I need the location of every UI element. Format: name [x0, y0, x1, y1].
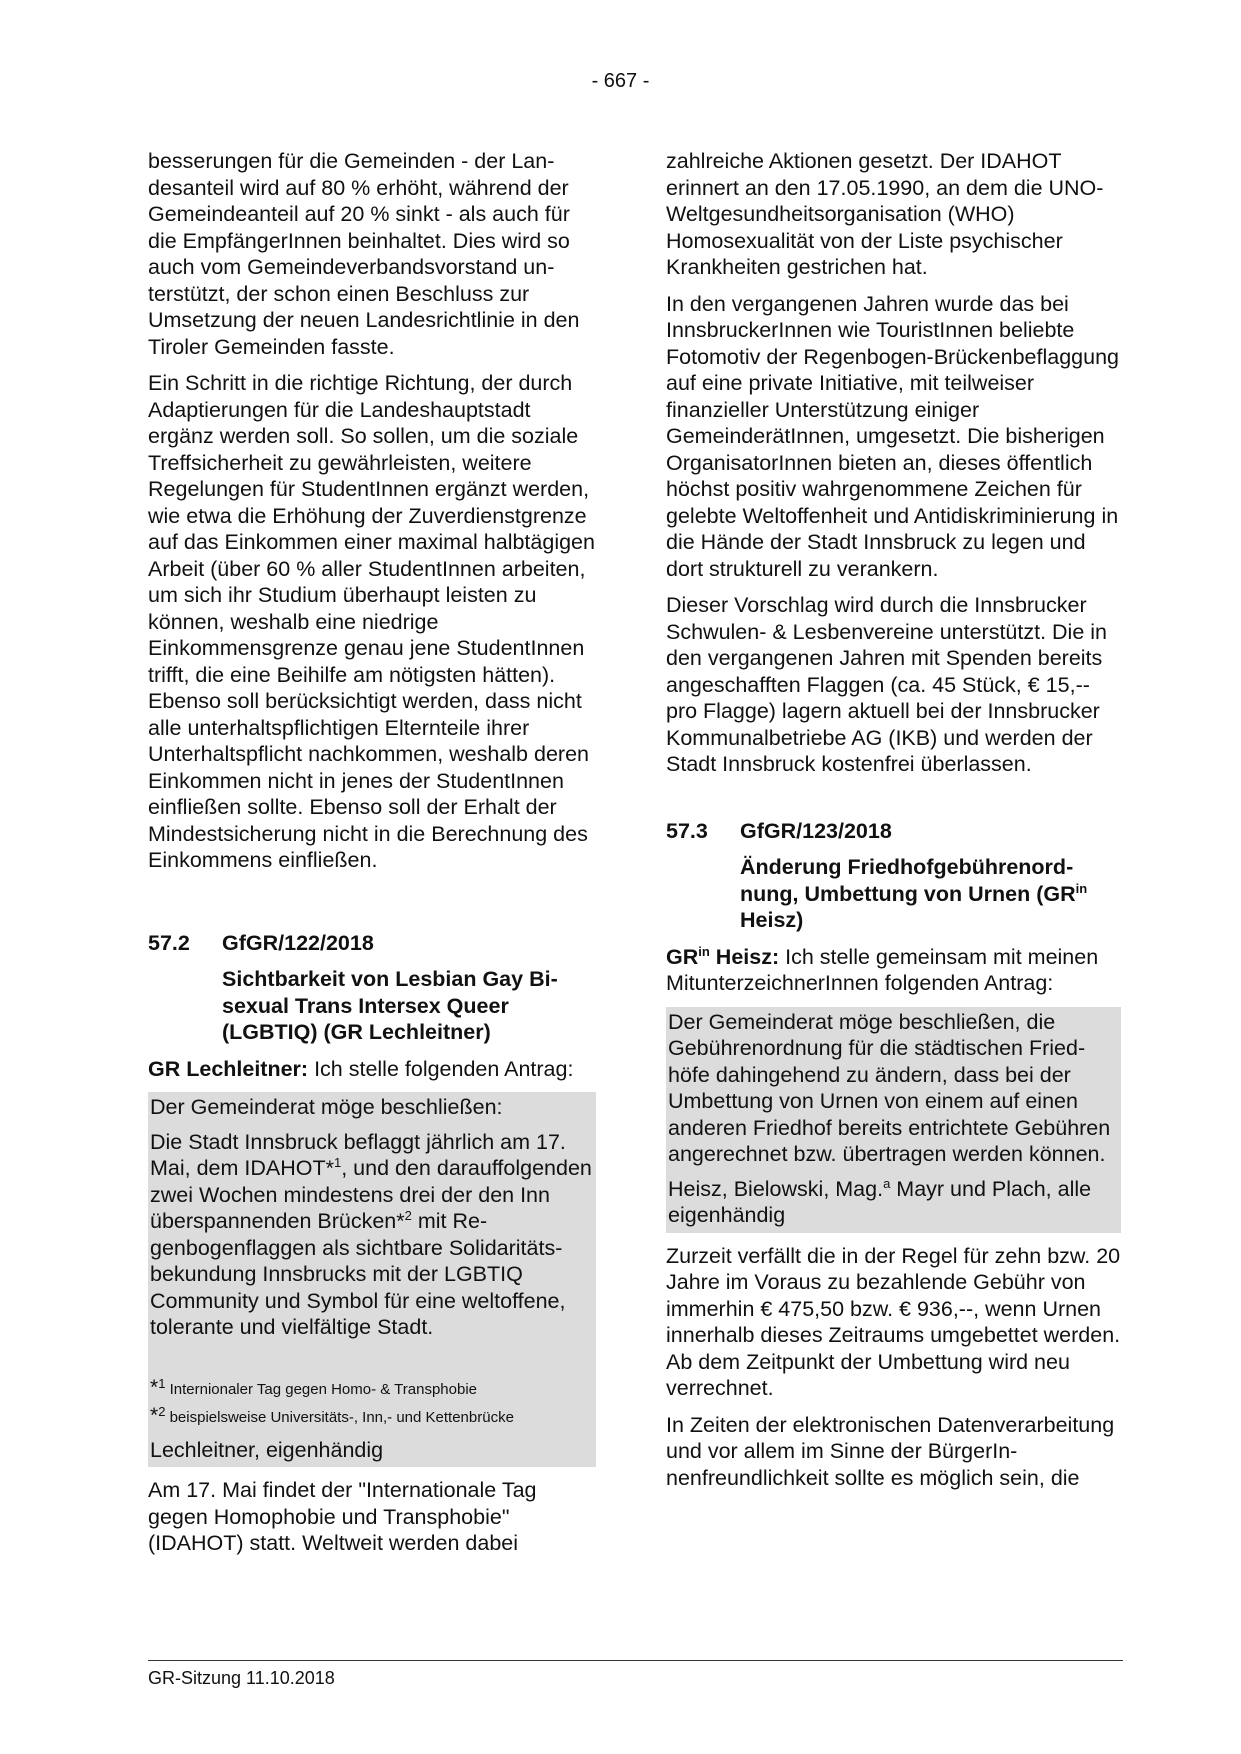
- motion-box: [148, 1092, 596, 1467]
- motion-intro: Der Gemeinderat möge beschließen:: [150, 1095, 503, 1119]
- motion-text: Die Stadt Innsbruck beflaggt jährlich am 17. Mai, dem IDAHOT*$^1$, und den darauffolgenden zwei Wochen mindestens drei der den Inn überspannenden Brücken*$^2$ mit Regenbogenflaggen als sichtbare Solidaritätsbekundung Innsbrucks mit der LGBTIQ Community und Symbol für eine weltoffene, tolerante und vielfältige Stadt.: [150, 1129, 592, 1339]
- speaker-paragraph: GR Lechleitner: Ich stelle folgenden Antrag:: [148, 1056, 574, 1081]
- footnote-1: *$^1$ Internionaler Tag gegen Homo- & Transphobie: [150, 1375, 478, 1399]
- section-number: 57.2: [148, 930, 190, 955]
- motion-box: [666, 1007, 1121, 1233]
- section-number: 57.3: [666, 818, 708, 843]
- footer-divider: [148, 1660, 1123, 1661]
- speaker-paragraph: $GR^{in}$ Heisz: Ich stelle gemeinsam mit meinen MitunterzeichnerInnen folgenden Antrag:: [666, 943, 1099, 995]
- paragraph: In den vergangenen Jahren wurde das bei InnsbruckerInnen wie TouristInnen beliebte Fotomotiv der Regenbogen-Brückenbeflaggung auf eine private Initiative, mit teilweiser finanzieller Unterstützung einiger GemeinderätInnen, umgesetzt. Die bisherigen OrganisatorInnen bieten an, dieses öffentlich höchst positiv wahrgenommene Zeichen für gelebte Weltoffenheit und Antidiskriminierung in die Hände der Stadt Innsbruck zu legen und dort strukturell zu verankern.: [666, 291, 1119, 581]
- left-column: [148, 148, 596, 1567]
- section-title: Sichtbarkeit von Lesbian Gay Bisexual Trans Intersex Queer (LGBTIQ) (GR Lechleitner): [222, 967, 558, 1044]
- paragraph: Dieser Vorschlag wird durch die Innsbrucker Schwulen- & Lesbenvereine unterstützt. Die in den vergangenen Jahren mit Spenden bereits angeschafften Flaggen (ca. 45 Stück, € 15,-- pro Flagge) lagern aktuell bei der Innsbrucker Kommunalbetriebe AG (IKB) und werden der Stadt Innsbruck kostenfrei überlassen.: [666, 593, 1107, 776]
- signature: Lechleitner, eigenhändig: [150, 1437, 384, 1462]
- paragraph: Am 17. Mai findet der "Internationale Tag gegen Homophobie und Transphobie"(IDAHOT) statt. Weltweit werden dabei: [148, 1478, 537, 1555]
- speaker-name: GR Lechleitner:: [148, 1056, 309, 1081]
- paragraph: Ein Schritt in die richtige Richtung, der durch Adaptierungen für die Landeshauptstadt ergänz werden soll. So sollen, um die soziale Treffsicherheit zu gewährleisten, weitere Regelungen für StudentInnen ergänzt werden, wie etwa die Erhöhung der Zuverdienstgrenze auf das Einkommen einer maximal halbtägigen Arbeit (über 60 % aller StudentInnen arbeiten, um sich ihr Studium überhaupt leisten zu können, weshalb eine niedrige Einkommensgrenze genau jene StudentInnen trifft, die eine Beihilfe am nötigsten hätten). Ebenso soll berücksichtigt werden, dass nicht alle unterhaltspflichtigen Elternteile ihrer Unterhaltspflicht nachkommen, weshalb deren Einkommen nicht in jenes der StudentInnen einfließen sollte. Ebenso soll der Erhalt der Mindestsicherung nicht in die Berechnung des Einkommens einfließen.: [148, 371, 595, 872]
- paragraph: besserungen für die Gemeinden - der Landesanteil wird auf 80 % erhöht, während der Gemeindeanteil auf 20 % sinkt - als auch für die EmpfängerInnen beinhaltet. Dies wird so auch vom Gemeindeverbandsvorstand unterstützt, der schon einen Beschluss zur Umsetzung der neuen Landesrichtlinie in den Tiroler Gemeinden fasste.: [148, 149, 580, 359]
- paragraph: In Zeiten der elektronischen Datenverarbeitung und vor allem im Sinne der BürgerInnenfreundlichkeit sollte es möglich sein, die: [666, 1412, 1115, 1490]
- signature: Heisz, Bielowski, Mag.$^a$ Mayr und Plach, alle eigenhändig: [668, 1175, 1092, 1227]
- section-heading-57-3: [666, 818, 1121, 845]
- section-code: GfGR/122/2018: [222, 930, 374, 955]
- footnote-2: *$^2$ beispielsweise Universitäts-, Inn,- und Kettenbrücke: [150, 1403, 514, 1427]
- paragraph: Zurzeit verfällt die in der Regel für zehn bzw. 20 Jahre im Voraus zu bezahlende Gebühr von immerhin € 475,50 bzw. € 936,--, wenn Urnen innerhalb dieses Zeitraums umgebettet werden. Ab dem Zeitpunkt der Umbettung wird neu verrechnet.: [666, 1243, 1121, 1400]
- section-code: GfGR/123/2018: [740, 818, 892, 843]
- section-title: Änderung Friedhofgebührenordnung, Umbettung von Urnen ($GR^{in}$ Heisz): [740, 855, 1088, 932]
- section-heading-57-2: [148, 930, 596, 957]
- motion-text: Der Gemeinderat möge beschließen, die Gebührenordnung für die städtischen Friedhöfe dahingehend zu ändern, dass bei der Umbettung von Urnen von einem auf einen anderen Friedhof bereits entrichtete Gebühren angerechnet bzw. übertragen werden können.: [668, 1009, 1111, 1166]
- paragraph: zahlreiche Aktionen gesetzt. Der IDAHOT erinnert an den 17.05.1990, an dem die UNO-Weltgesundheitsorganisation (WHO) Homosexualität von der Liste psychischer Krankheiten gestrichen hat.: [666, 149, 1104, 279]
- right-column: [666, 148, 1121, 1501]
- speaker-name: $GR^{in}$ Heisz:: [666, 943, 780, 969]
- footer-text: GR-Sitzung 11.10.2018: [148, 1668, 335, 1688]
- page-number: - 667 -: [591, 70, 650, 92]
